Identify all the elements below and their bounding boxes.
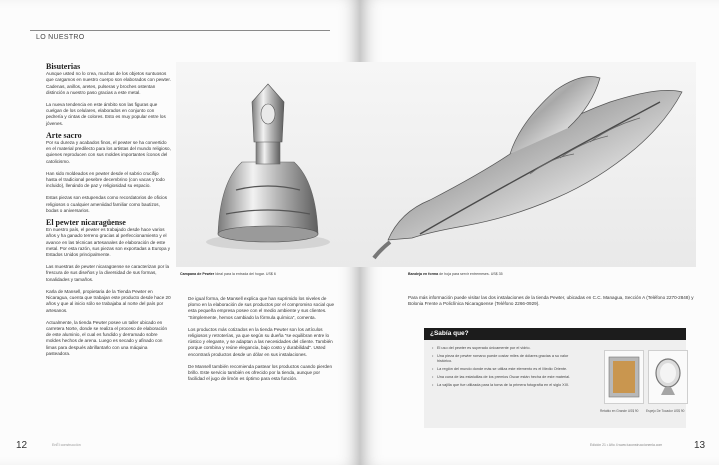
page-number-left: 12 bbox=[16, 440, 28, 451]
info-paragraph: Para más información puede visitar las dos instalaciones de la tienda Pewter, ubicadas en C.C. Managua, Sección A (Teléfono 2270-2848) y Bolonia Frente a Policlínica Nicaragüense (Teléfono 2266-0929). bbox=[408, 295, 694, 307]
footer-brand: EnÉl construcción bbox=[52, 443, 81, 447]
section-tab bbox=[30, 30, 330, 44]
middle-p2: Los productos más cotizados en la tienda Pewter son los artículos religiosos y retroterías, ya que según su dueña "se equilibran entre lo rústico y elegante, y se adaptan a las necesidades del cliente. También porque combina y reúne elegancia, bajo costo y durabilidad". Usted encontrará productos desde un dólar en sus instalaciones. bbox=[188, 326, 333, 357]
tray-caption: Bandeja en forma de hoja para servir entremeses. US$ 35 bbox=[408, 272, 503, 276]
mirror-thumbnail bbox=[648, 350, 688, 404]
arte-sacro-heading: Arte sacro bbox=[46, 130, 82, 140]
frame-thumbnail bbox=[604, 350, 644, 404]
pewter-nica-p2: Las muestras de pewter nicaragüense se caracterizan por la frescura de sus diseños y la diversidad de sus formas, tonalidades y tamaños. bbox=[46, 264, 170, 282]
list-item: • Una cuna de las estatuillas de los premios Oscar están hecha de este material. bbox=[432, 375, 572, 380]
pewter-nica-p1: En nuestro país, el pewter es trabajado desde hace varios años y ha ganado terreno gracias al perfeccionamiento y el avance en las técnicas artesanales de elaboración de este metal. Por esta razón, sus piezas son exportadas a Europa y Estados Unidos principalmente. bbox=[46, 227, 171, 258]
section-label: LO NUESTRO bbox=[36, 34, 85, 41]
page-number-right: 13 bbox=[694, 440, 706, 451]
middle-p1: De igual forma, de Mansell explica que han suprimido los niveles de plomo en la elaboración de sus productos por el compromiso social que esta pequeña empresa posee con el medio ambiente y sus clientes. "Simplemente, hemos cambiado la fórmula química", comenta. bbox=[188, 296, 335, 320]
sabia-que-title: ¿Sabía que? bbox=[430, 330, 469, 337]
vanity-mirror-icon bbox=[649, 351, 687, 403]
leaf-tray-icon bbox=[360, 62, 696, 267]
frame-caption: Retablo en Grande US$ 90 bbox=[600, 409, 639, 413]
bisuterias-heading: Bisuterias bbox=[46, 62, 81, 71]
bell-caption: Campana de Pewter Ideal para la entrada del hogar. US$ 6 bbox=[180, 272, 276, 276]
pewter-bell-icon bbox=[176, 62, 360, 267]
left-text-column bbox=[46, 62, 171, 363]
sabia-que-box bbox=[424, 328, 686, 428]
middle-p3: De Mansell también recomienda pastear los productos cuando pierden brillo. Este servicio también es ofrecido por la tienda, aunque por facilidad el jugo de limón es óptimo para esta función. bbox=[188, 363, 333, 382]
pewter-nica-p4: Actualmente, la tienda Pewter posee un taller ubicado en carretera Norte, donde se realiza el proceso de elaboración de este aluminio, el cual es fundido y derramado sobre moldes hechos de arena. Luego es secado y afinado con limas para después abrillantarlo con una máquina pasteadora. bbox=[46, 319, 168, 356]
list-item: • La vajilla que fue utilizada para la toma de la primera fotografía en el siglo XIX. bbox=[432, 383, 572, 388]
wooden-frame-icon bbox=[605, 351, 643, 403]
pewter-nica-p3: Karla de Mansell, propietaria de la Tienda Pewter en Nicaragua, cuenta que trabajan este producto desde hace 20 años y que al inicio sólo se trabajaba al norte del país por artesanos. bbox=[46, 288, 171, 313]
list-item: • El uso del pewter es superado únicamente por el vidrio. bbox=[432, 346, 572, 351]
bell-photo bbox=[176, 62, 360, 267]
list-item: • Una pieza de pewter romano puede costar miles de dólares gracias a su valor histórico. bbox=[432, 354, 572, 364]
arte-sacro-p2: Han sido moldeados en pewter desde el sabrio crucifijo hasta el tradicional pesebre decembrino (con vacas y todo incluido), llenándo de paz y religiosidad su espacio. bbox=[46, 170, 165, 189]
leaf-tray-photo bbox=[360, 62, 696, 267]
footer-info: Edición 21 • Año 4 www.tuconstruccionenla.com bbox=[590, 443, 663, 447]
bisuterias-p2: La nueva tendencia en este ámbito son las figuras que cuelgan de los celulares, elaborados en conjunto con pedrería y cintas de colores. Esto es muy popular entre los jóvenes. bbox=[46, 102, 166, 126]
arte-sacro-p3: Estas piezas son estupendas como recordatorios de oficios religiosos o cualquier ameniidad familiar como bautizos, bodas o aniversarios. bbox=[46, 195, 168, 213]
arte-sacro-p1: Por su dureza y acabados finos, el pewter se ha convertido en el material predilecto para los artistas del mundo religioso, quienes reproducen con sus moldes importantes íconos del catolicismo. bbox=[46, 140, 171, 164]
mirror-caption: Espejo De Tocador US$ 90 bbox=[646, 409, 685, 413]
bisuterias-p1: Aunque usted no lo crea, muchas de los objetos suntuosos que cargamos en nuestro cuerpo son elaborados con pewter. Cadenas, anillos, aretes, pulseras y broches ostentan distinción a nuestro paso gracias a este metal. bbox=[46, 71, 171, 95]
pewter-nica-heading: El pewter nicaragüense bbox=[46, 218, 126, 228]
sabia-que-list bbox=[432, 346, 572, 391]
sabia-que-header bbox=[424, 328, 686, 340]
middle-text-column bbox=[188, 296, 338, 388]
list-item: • La región del mundo donde más se utiliza este elemento es el Medio Oriente. bbox=[432, 367, 572, 372]
